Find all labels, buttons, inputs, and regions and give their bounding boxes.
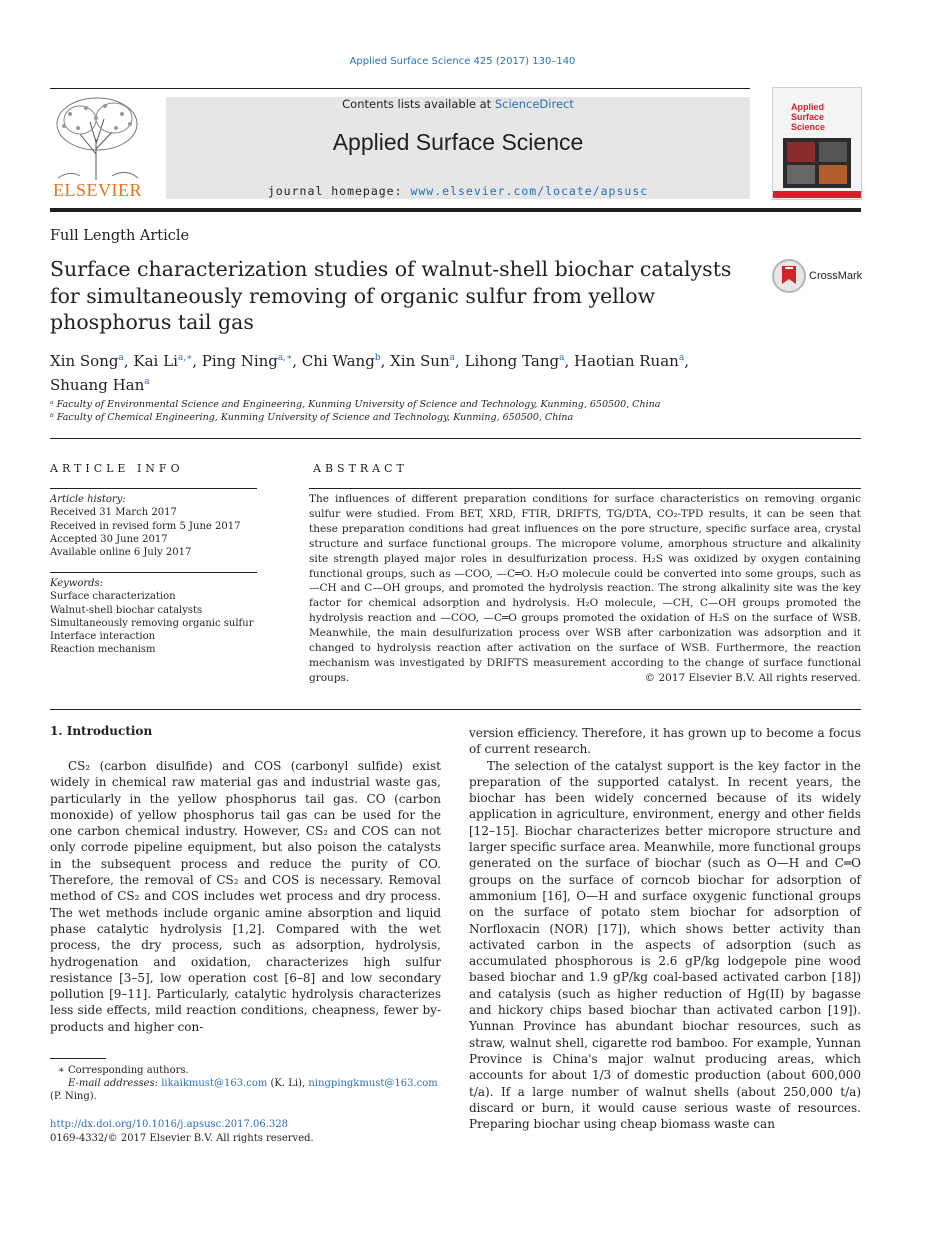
author-affiliation-mark[interactable]: a [678, 353, 685, 363]
introduction-heading: 1. Introduction [50, 724, 153, 738]
keywords-block [50, 577, 260, 657]
contents-prefix: Contents lists available at [342, 97, 495, 111]
article-type: Full Length Article [50, 228, 190, 244]
keywords-rule [50, 572, 257, 573]
email-owner-2: (P. Ning). [50, 1091, 97, 1102]
intro-paragraph-continued: version efficiency. Therefore, it has grown up to become a focus of current research. [469, 726, 861, 757]
journal-title: Applied Surface Science [332, 129, 584, 155]
affiliation-b: ᵇ Faculty of Chemical Engineering, Kunming University of Science and Technology, Kunming, 650500, China [50, 412, 574, 423]
affiliation-a: ᵃ Faculty of Environmental Science and Engineering, Kunming University of Science and Technology, Kunming, 650500, China [50, 399, 661, 410]
author-affiliation-mark[interactable]: a,∗ [177, 353, 193, 363]
author-affiliation-mark[interactable]: a [559, 353, 565, 363]
history-label: Article history: [50, 494, 126, 505]
article-info-heading: ARTICLE INFO [50, 462, 184, 475]
keyword: Walnut-shell biochar catalysts [50, 604, 203, 616]
keyword: Interface interaction [50, 631, 156, 643]
article-history [50, 493, 260, 559]
email-line [68, 1077, 448, 1091]
header-thick-rule [50, 208, 861, 212]
history-online: Available online 6 July 2017 [50, 547, 192, 559]
intro-left-column [50, 758, 441, 1035]
history-received: Received 31 March 2017 [50, 507, 177, 519]
homepage-link[interactable]: www.elsevier.com/locate/apsusc [410, 184, 649, 198]
abstract-copyright: © 2017 Elsevier B.V. All rights reserved. [644, 672, 861, 684]
author[interactable]: Kai Li [133, 352, 178, 370]
cover-stripe [773, 191, 861, 198]
author-list: Xin Song$^a$, Kai $Li^{a,∗}$, Ping Ning$^{a,∗}$, Chi Wang$^b$, Xin Sun$^a$, Lihong Tang$^a$, Haotian Ruan$^a$, Shuang Han$^a$ [50, 352, 689, 394]
email-link[interactable]: ningpingkmust@163.com [308, 1078, 438, 1089]
homepage-line [166, 184, 750, 198]
crossmark-icon[interactable] [771, 258, 807, 294]
contents-line [166, 97, 750, 111]
history-revised: Received in revised form 5 June 2017 [50, 520, 241, 532]
corresponding-note: ∗ Corresponding authors. [58, 1065, 189, 1076]
footnote-rule [50, 1058, 106, 1059]
intro-right-column [469, 725, 861, 1132]
sciencedirect-link[interactable]: ScienceDirect [494, 97, 574, 111]
article-title: Surface characterization studies of walnut-shell biochar catalysts for simultaneously removing of organic sulfur from yellow phosphorus tail gas [50, 257, 732, 334]
email-owner: (K. Li), [267, 1078, 309, 1089]
author[interactable]: Xin Song [50, 352, 119, 370]
abstract-bottom-rule [50, 709, 861, 710]
intro-paragraph-2: The selection of the catalyst support is the key factor in the preparation of the supported catalyst. In recent years, the biochar has been widely concerned because of its widely application in agriculture, environment, energy and other fields [12–15]. Biochar characterizes better micropore structure and larger specific surface area. Meanwhile, more functional groups generated on the surface of biochar (such as O—H and C═O groups on the surface of corncob biochar for adsorption of ammonium [16], O—H and surface oxygenic functional groups on the surface of potato stem biochar for adsorption of Norfloxacin (NOR) [17]), which shows better activity than activated carbon in the aspects of adsorption (such as accumulated phosphorous is 2.6 gP/kg lodgepole pine wood based biochar and 1.9 gP/kg coal-based activated carbon [18]) and catalysis (such as higher reduction of Hg(II) by bagasse and hickory chips based biochar than activated carbon [19]). Yunnan Province has abundant biochar resources, such as straw, walnut shell, cigarette rod bamboo. For example, Yunnan Province is China's major walnut producing areas, which accounts for about 1/3 of domestic production (about 600,000 t/a). If a large number of walnut shells (about 250,000 t/a) discard or burn, it would cause serious waste of resources. Preparing biochar using cheap biomass waste can [469, 758, 861, 1132]
issn-copyright: 0169-4332/© 2017 Elsevier B.V. All rights reserved. [50, 1133, 314, 1144]
author-affiliation-mark[interactable]: a,∗ [277, 353, 293, 363]
keyword: Surface characterization [50, 591, 176, 603]
cover-image-icon [783, 138, 851, 188]
doi-link[interactable]: http://dx.doi.org/10.1016/j.apsusc.2017.06.328 [50, 1119, 289, 1130]
email-label: E-mail addresses: [68, 1078, 162, 1089]
elsevier-tree-logo [50, 94, 145, 180]
author[interactable]: Chi Wang [301, 352, 375, 370]
email-link[interactable]: likaikmust@163.com [161, 1078, 268, 1089]
keywords-label: Keywords: [50, 578, 104, 589]
abstract-text: The influences of different preparation conditions for surface characteristics on removing organic sulfur were studied. From BET, XRD, FTIR, DRIFTS, TG/DTA, CO₂-TPD results, it can be seen that these preparation conditions had great influences on the pore structure, specific surface area, crystal structure and surface functional groups. The micropore volume, amorphous structure and alkalinity site strength played major roles in desulfurization process. H₂S was oxidized by oxygen containing functional groups, such as —COO, —C═O. H₂O molecule could be converted into some groups, such as —CH and C—OH groups, and promoted the hydrolysis reaction. The strong alkalinity site was the key factor for chemical adsorption and hydrolysis. H₂O molecule, —CH, C—OH groups promoted the hydrolysis reaction and —COO, —C═O groups promoted the oxidation of H₂S on the surface of WSB. Meanwhile, the main desulfurization process over WSB after carbonization was adsorption and it changed to hydrolysis reaction after activation on the surface of WSB. Furthermore, the reaction mechanism was investigated by DRIFTS measurement according to the change of surface functional groups. [309, 493, 861, 684]
article-info-rule [50, 488, 257, 489]
abstract-rule [309, 488, 861, 489]
homepage-prefix: journal homepage: [267, 184, 411, 198]
author[interactable]: Xin Sun [390, 352, 450, 370]
journal-cover-thumbnail[interactable] [772, 87, 862, 200]
author[interactable]: Ping Ning [201, 352, 278, 370]
author[interactable]: Lihong Tang [464, 352, 560, 370]
cover-title: Applied Surface Science [791, 102, 826, 132]
crossmark-label[interactable]: CrossMark [809, 270, 863, 282]
history-accepted: Accepted 30 June 2017 [50, 533, 168, 545]
author[interactable]: Haotian Ruan [574, 352, 679, 370]
keyword: Reaction mechanism [50, 644, 156, 656]
author-affiliation-mark[interactable]: a [449, 353, 456, 363]
author-affiliation-mark[interactable]: b [374, 353, 381, 363]
journal-reference[interactable]: Applied Surface Science 425 (2017) 130–140 [349, 56, 576, 67]
affiliation-rule [50, 438, 861, 439]
elsevier-wordmark: ELSEVIER [53, 180, 142, 200]
header-top-rule [50, 88, 750, 89]
author[interactable]: Shuang Han [50, 376, 145, 394]
author-affiliation-mark[interactable]: a [144, 377, 150, 387]
author-affiliation-mark[interactable]: a [118, 353, 124, 363]
intro-paragraph-1: CS₂ (carbon disulfide) and COS (carbonyl sulfide) exist widely in chemical raw material gas and industrial waste gas, particularly in the yellow phosphorus tail gas. CO (carbon monoxide) of yellow phosphorus tail gas can be used for the one carbon chemical industry. However, CS₂ and COS can not only corrode pipeline equipment, but also poison the catalysts in the subsequent process and reduce the purity of CO. Therefore, the removal of CS₂ and COS is necessary. Removal method of CS₂ and COS includes wet process and dry process. The wet methods include organic amine absorption and liquid phase catalytic hydrolysis [1,2]. Compared with the wet process, the dry process, such as adsorption, hydrolysis, hydrogenation and oxidation, characterizes high sulfur resistance [3–5], low operation cost [6–8] and low secondary pollution [9–11]. Particularly, catalytic hydrolysis characterizes less side effects, mild reaction conditions, cheapness, fewer by-products and higher con- [50, 759, 441, 1034]
abstract-heading: ABSTRACT [313, 462, 408, 475]
keyword: Simultaneously removing organic sulfur [50, 617, 254, 629]
